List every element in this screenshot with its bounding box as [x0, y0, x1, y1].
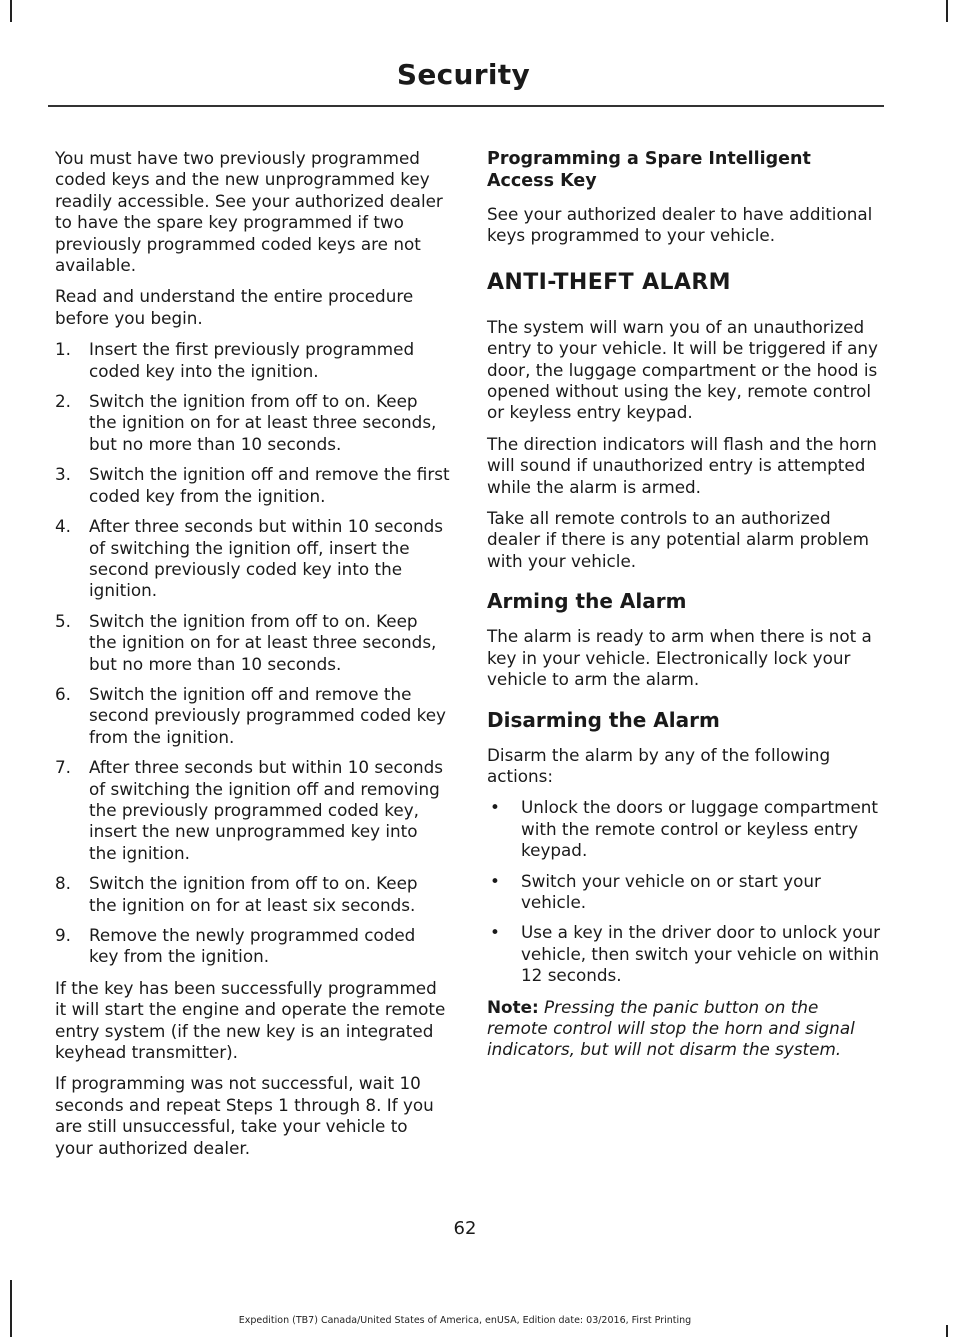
bullet-text: Unlock the doors or luggage compartment with the remote control or keyless entry keypad. — [521, 797, 879, 861]
failure-paragraph: If programming was not successful, wait 10 seconds and repeat Steps 1 through 8. If you are still unsuccessful, take your vehicle to your authorized dealer. — [55, 1073, 434, 1158]
bullet: • — [490, 870, 500, 891]
intro-paragraph: You must have two previously programmed coded keys and the new unprogrammed key readily accessible. See your authorized dealer to have the spare key programmed if two previously programmed coded keys are not available. — [55, 148, 443, 276]
note-label: Note: — [487, 996, 539, 1017]
list-item — [55, 873, 450, 916]
note-text: Pressing the panic button on the remote control will stop the horn and signal indicators, but will not disarm the system. — [487, 996, 855, 1060]
disarming-heading: Disarming the Alarm — [487, 707, 720, 732]
left-column — [55, 148, 450, 1169]
step-number: 4. — [55, 516, 72, 537]
step-number: 2. — [55, 391, 72, 412]
list-item — [55, 391, 450, 455]
step-number: 7. — [55, 757, 72, 778]
step-number: 9. — [55, 925, 72, 945]
header-divider — [48, 105, 884, 107]
bullet-text: Use a key in the driver door to unlock your vehicle, then switch your vehicle on within 12 seconds. — [521, 922, 881, 986]
list-item — [55, 611, 450, 675]
spare-key-paragraph: See your authorized dealer to have additional keys programmed to your vehicle. — [487, 204, 873, 246]
step-text: Switch the ignition off and remove the second previously programmed coded key from the ignition. — [89, 683, 446, 747]
crop-mark-bottom-right — [946, 1325, 948, 1337]
footer-edition: Expedition (TB7) Canada/United States of America, enUSA, Edition date: 03/2016, First Printing — [238, 1315, 692, 1326]
list-item — [55, 464, 450, 507]
note-paragraph — [487, 997, 882, 1061]
disarm-actions — [487, 797, 882, 986]
alarm-paragraph-2: The direction indicators will flash and the horn will sound if unauthorized entry is attempted while the alarm is armed. — [487, 433, 877, 497]
list-item — [487, 922, 882, 986]
crop-mark-top-left — [10, 0, 12, 22]
arming-paragraph: The alarm is ready to arm when there is not a key in your vehicle. Electronically lock your vehicle to arm the alarm. — [487, 626, 872, 690]
crop-mark-top-right — [946, 0, 948, 22]
list-item — [487, 871, 882, 914]
step-text: Switch the ignition from off to on. Keep the ignition on for at least six seconds. — [89, 873, 418, 915]
page-number: 62 — [453, 1218, 477, 1239]
anti-theft-heading: ANTI-THEFT ALARM — [487, 269, 731, 295]
step-text: After three seconds but within 10 seconds of switching the ignition off, insert the second previously coded key into the ignition. — [89, 516, 444, 601]
step-number: 1. — [55, 339, 72, 360]
step-number: 3. — [55, 464, 72, 485]
read-paragraph: Read and understand the entire procedure before you begin. — [55, 286, 414, 328]
spare-key-heading: Programming a Spare Intelligent Access Key — [487, 149, 811, 191]
bullet: • — [490, 922, 500, 943]
alarm-paragraph-3: Take all remote controls to an authorized dealer if there is any potential alarm problem with your vehicle. — [487, 508, 869, 571]
disarming-intro: Disarm the alarm by any of the following actions: — [487, 744, 831, 786]
success-paragraph: If the key has been successfully programmed it will start the engine and operate the remote entry system (if the new key is an integrated keyhead transmitter). — [55, 977, 446, 1063]
list-item — [55, 925, 450, 968]
list-item — [487, 797, 882, 861]
step-number: 5. — [55, 610, 72, 631]
arming-heading: Arming the Alarm — [487, 589, 687, 614]
step-text: After three seconds but within 10 seconds of switching the ignition off and removing the previously programmed coded key, insert the new unprogrammed key into the ignition. — [89, 757, 444, 863]
programming-steps — [55, 339, 450, 968]
bullet-text: Switch your vehicle on or start your vehicle. — [521, 870, 821, 912]
crop-mark-bottom-left — [10, 1280, 12, 1337]
step-text: Switch the ignition off and remove the first coded key from the ignition. — [89, 464, 450, 506]
step-number: 6. — [55, 683, 72, 704]
step-text: Remove the newly programmed coded key from the ignition. — [89, 925, 416, 967]
alarm-paragraph-1: The system will warn you of an unauthorized entry to your vehicle. It will be triggered if any door, the luggage compartment or the hood is opened without using the key, remote control or keyless entry keypad. — [487, 316, 878, 423]
page-title: Security — [396, 58, 530, 91]
right-column — [487, 148, 882, 1071]
bullet: • — [490, 797, 500, 818]
step-text: Switch the ignition from off to on. Keep the ignition on for at least three seconds, but no more than 10 seconds. — [89, 391, 437, 454]
list-item — [55, 516, 450, 602]
step-text: Switch the ignition from off to on. Keep the ignition on for at least three seconds, but no more than 10 seconds. — [89, 610, 437, 674]
list-item — [55, 339, 450, 382]
step-text: Insert the first previously programmed coded key into the ignition. — [89, 339, 415, 381]
list-item — [55, 684, 450, 748]
list-item — [55, 757, 450, 864]
step-number: 8. — [55, 873, 72, 894]
